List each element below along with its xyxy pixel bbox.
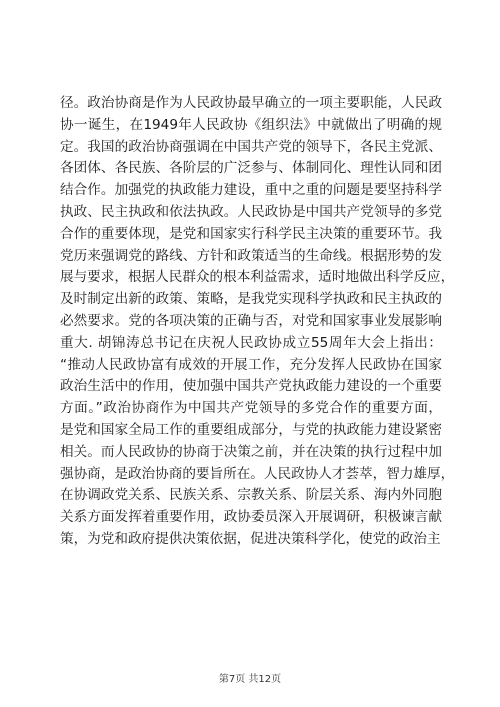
text-line: 策，为党和政府提供决策依据，促进决策科学化，使党的政治主: [60, 530, 441, 547]
text-line: 结合作。加强党的执政能力建设，重中之重的问题是要坚持科学: [60, 182, 442, 199]
text-line: 各团体、各民族、各阶层的广泛参与、体制同化、理性认同和团: [60, 160, 442, 177]
text-line: 及时制定出新的政策、策略，是我党实现科学执政和民主执政的: [60, 291, 442, 308]
text-line: “推动人民政协富有成效的开展工作，充分发挥人民政协在国家: [60, 356, 442, 373]
text-line: 相关。而人民政协的协商于决策之前，并在决策的执行过程中加: [60, 443, 442, 460]
text-line: 政治生活中的作用，使加强中国共产党执政能力建设的一个重要: [60, 378, 442, 395]
page-number-footer: 第7页 共12页: [218, 674, 282, 685]
text-line: 关系方面发挥着重要作用，政协委员深入开展调研，积极谏言献: [60, 509, 442, 526]
text-line: 展与要求，根据人民群众的根本利益需求，适时地做出科学反应，: [60, 269, 455, 286]
text-line: 党历来强调党的路线、方针和政策适当的生命线。根据形势的发: [60, 247, 442, 264]
text-line: 重大. 胡锦涛总书记在庆祝人民政协成立55周年大会上指出：: [60, 334, 442, 351]
text-line: 方面。”政治协商作为中国共产党领导的多党合作的重要方面，: [60, 400, 442, 417]
text-line: 协一诞生，在1949年人民政协《组织法》中就做出了明确的规: [60, 116, 442, 133]
text-line: 在协调政党关系、民族关系、宗教关系、阶层关系、海内外同胞: [60, 487, 442, 504]
text-line: 强协商，是政治协商的要旨所在。人民政协人才荟萃，智力雄厚，: [60, 465, 455, 482]
text-line: 定。我国的政治协商强调在中国共产党的领导下，各民主党派、: [60, 138, 442, 155]
text-line: 是党和国家全局工作的重要组成部分，与党的执政能力建设紧密: [60, 421, 442, 438]
text-line: 合作的重要体现，是党和国家实行科学民主决策的重要环节。我: [60, 225, 442, 242]
text-line: 必然要求。党的各项决策的正确与否，对党和国家事业发展影响: [60, 312, 442, 329]
text-line: 执政、民主执政和依法执政。人民政协是中国共产党领导的多党: [60, 203, 442, 220]
body-text: [60, 93, 455, 551]
text-line: 径。政治协商是作为人民政协最早确立的一项主要职能，人民政: [60, 95, 442, 111]
